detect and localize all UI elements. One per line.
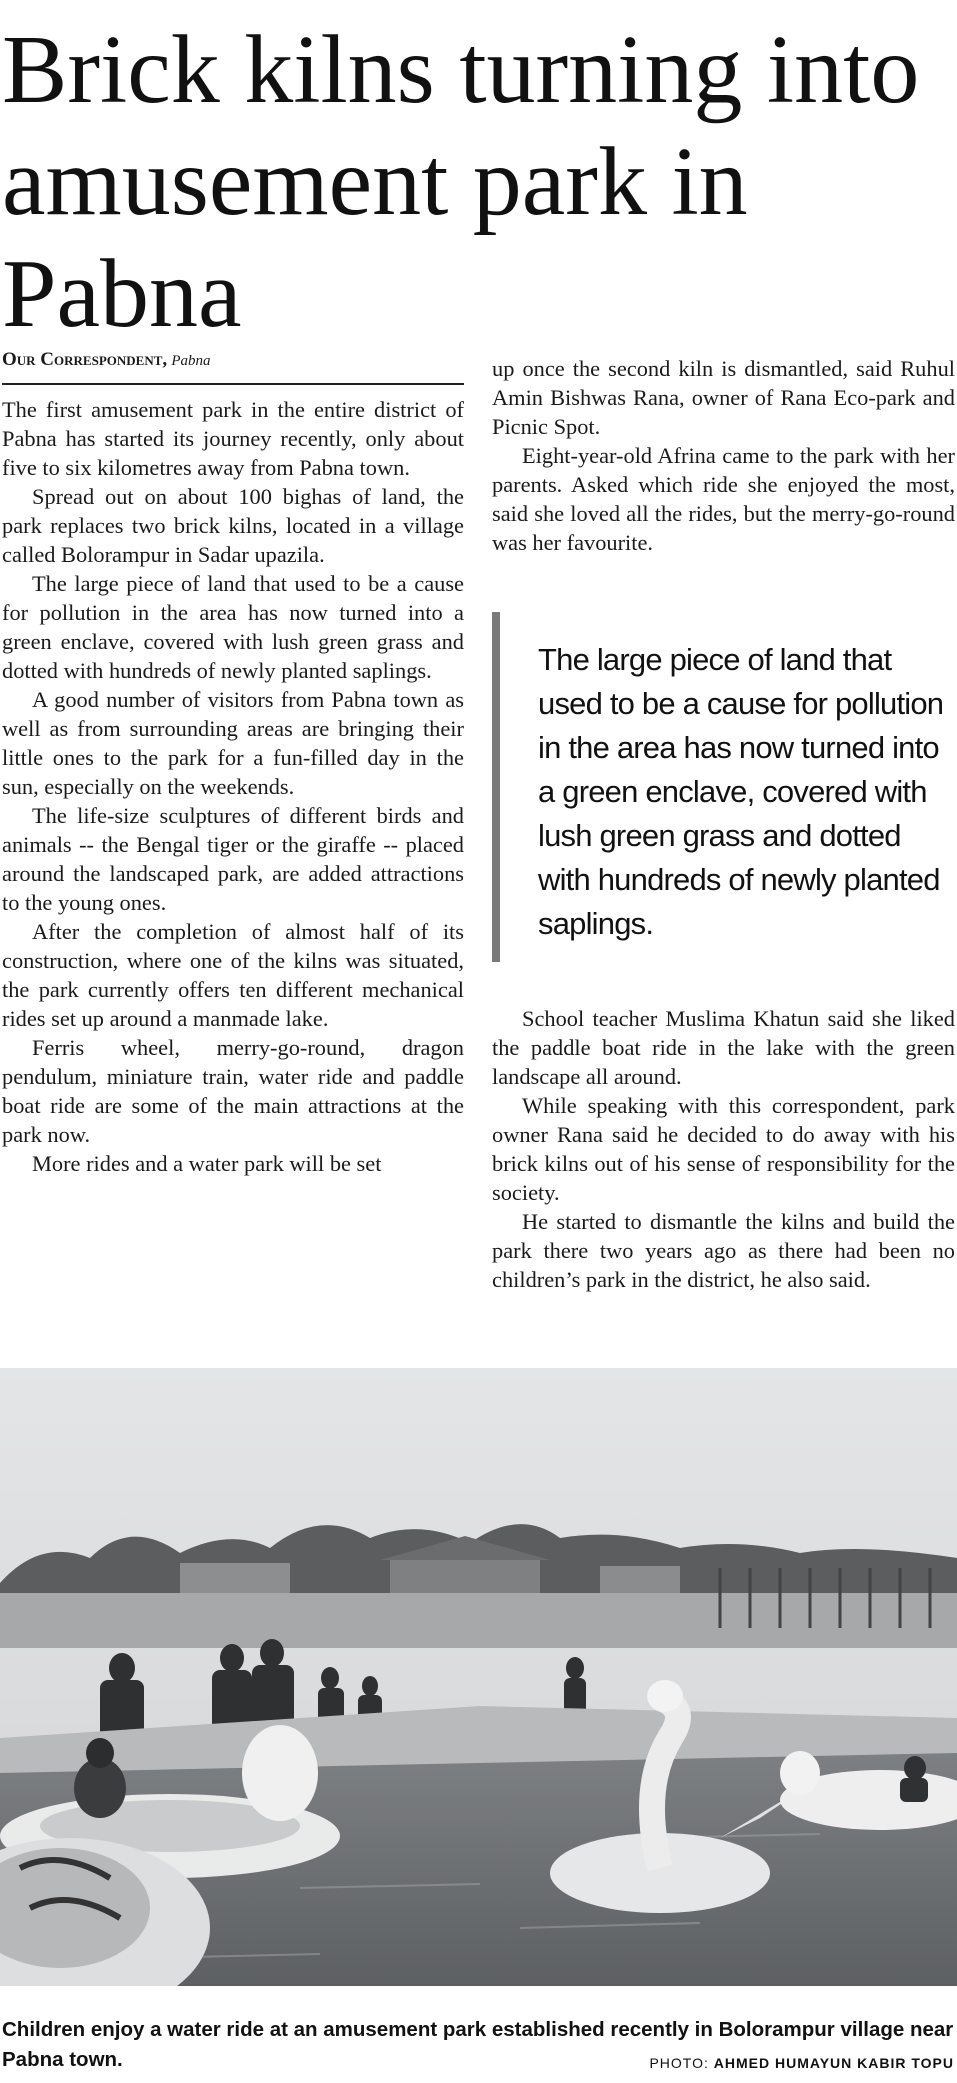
photo-credit-name: AHMED HUMAYUN KABIR TOPU <box>713 2055 954 2071</box>
article-column-2 <box>492 354 955 557</box>
pull-quote: The large piece of land that used to be a cause for pollution in the area has now turned into a green enclave, covered with lush green grass and dotted with hundreds of newly planted saplings. <box>492 612 955 962</box>
article-column-1 <box>2 395 464 1178</box>
byline <box>2 350 464 371</box>
paragraph: The large piece of land that used to be a cause for pollution in the area has now turned into a green enclave, covered with lush green grass and dotted with hundreds of newly planted saplings. <box>2 571 464 683</box>
photo-credit <box>649 2055 954 2071</box>
paragraph: The first amusement park in the entire district of Pabna has started its journey recently, only about five to six kilometres away from Pabna town. <box>2 397 464 480</box>
paragraph: After the completion of almost half of its construction, where one of the kilns was situated, the park currently offers ten different mechanical rides set up around a manmade lake. <box>2 919 464 1031</box>
byline-correspondent: Our Correspondent, <box>2 349 168 370</box>
photo-caption: Children enjoy a water ride at an amusement park established recently in Bolorampur village near Pabna town. <box>2 2018 954 2071</box>
article-column-3 <box>492 1004 955 1294</box>
byline-location: Pabna <box>171 353 211 369</box>
paragraph: More rides and a water park will be set <box>32 1151 382 1176</box>
paragraph: A good number of visitors from Pabna town as well as from surrounding areas are bringing their little ones to the park for a fun-filled day in the sun, especially on the weekends. <box>2 687 464 799</box>
paragraph: While speaking with this correspondent, park owner Rana said he decided to do away with his brick kilns out of his sense of responsibility for the society. <box>492 1093 955 1205</box>
headline: Brick kilns turning into amusement park in Pabna <box>2 16 920 348</box>
paragraph: Spread out on about 100 bighas of land, the park replaces two brick kilns, located in a village called Bolorampur in Sadar upazila. <box>2 484 464 567</box>
paragraph: He started to dismantle the kilns and build the park there two years ago as there had been no children’s park in the district, he also said. <box>492 1209 955 1292</box>
photo-credit-prefix: PHOTO: <box>649 2055 709 2071</box>
paragraph: Ferris wheel, merry-go-round, dragon pendulum, miniature train, water ride and paddle boat ride are some of the main attractions at the park now. <box>2 1035 464 1147</box>
paragraph: Eight-year-old Afrina came to the park with her parents. Asked which ride she enjoyed the most, said she loved all the rides, but the merry-go-round was her favourite. <box>492 443 955 555</box>
paragraph: The life-size sculptures of different birds and animals -- the Bengal tiger or the giraffe -- placed around the landscaped park, are added attractions to the young ones. <box>2 803 464 915</box>
water-ride-photo <box>0 1368 957 1986</box>
paragraph: School teacher Muslima Khatun said she liked the paddle boat ride in the lake with the green landscape all around. <box>492 1006 955 1089</box>
paragraph: up once the second kiln is dismantled, said Ruhul Amin Bishwas Rana, owner of Rana Eco-park and Picnic Spot. <box>492 356 955 439</box>
article-photo <box>0 1368 957 1986</box>
byline-rule <box>2 383 464 385</box>
